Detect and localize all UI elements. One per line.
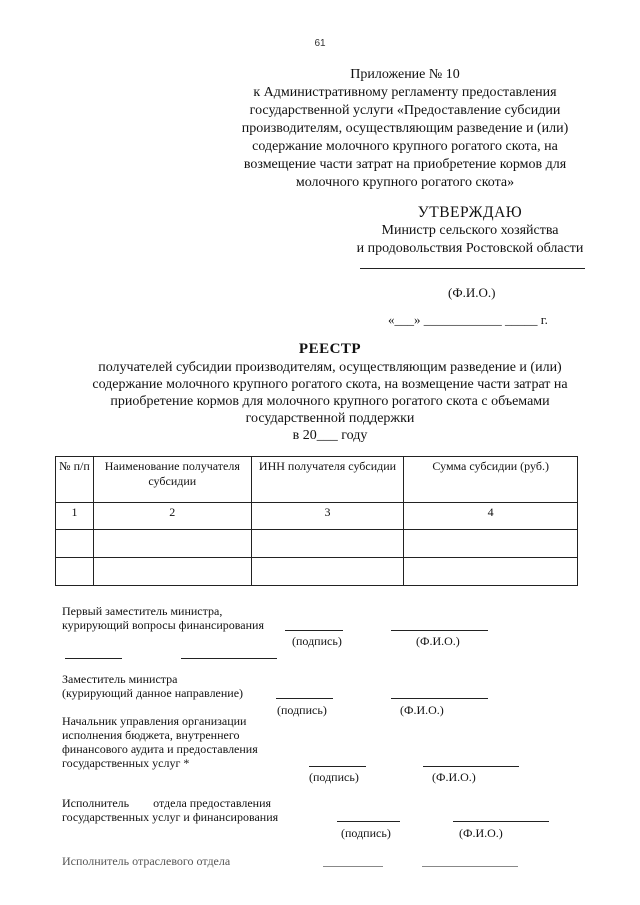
deputy-fio-line[interactable] bbox=[391, 698, 488, 699]
table-cell[interactable] bbox=[56, 558, 94, 586]
table-row bbox=[56, 530, 578, 558]
executor-block bbox=[62, 796, 278, 824]
table-cell[interactable] bbox=[93, 530, 251, 558]
register-title-block bbox=[40, 341, 620, 444]
head-sign-caption: (подпись) bbox=[309, 770, 359, 784]
first-deputy-subtitle: курирующий вопросы финансирования bbox=[62, 618, 264, 632]
table-cell[interactable] bbox=[251, 530, 404, 558]
approval-title: УТВЕРЖДАЮ bbox=[417, 204, 523, 221]
col-number-4: 4 bbox=[404, 503, 578, 530]
header-recipient: Наименование получателя субсидии bbox=[93, 457, 251, 503]
table-numbering-row bbox=[56, 503, 578, 530]
register-line: государственной поддержки bbox=[245, 411, 415, 426]
appendix-line: содержание молочного крупного рогатого скота, на bbox=[252, 139, 558, 154]
table-header-row bbox=[56, 457, 578, 503]
executor-title: Исполнитель отдела предоставления bbox=[62, 796, 272, 810]
appendix-header bbox=[200, 66, 610, 192]
header-amount: Сумма субсидии (руб.) bbox=[404, 457, 578, 503]
executor-fio-line[interactable] bbox=[453, 821, 549, 822]
register-line: приобретение кормов для молочного крупного рогатого скота с объемами bbox=[110, 394, 550, 409]
appendix-line: Приложение № 10 bbox=[350, 67, 460, 82]
header-inn: ИНН получателя субсидии bbox=[251, 457, 404, 503]
executor-subtitle: государственных услуг и финансирования bbox=[62, 810, 279, 824]
col-number-1: 1 bbox=[56, 503, 94, 530]
register-title: РЕЕСТР bbox=[298, 341, 362, 357]
appendix-line: молочного крупного рогатого скота» bbox=[295, 175, 515, 190]
table-cell[interactable] bbox=[251, 558, 404, 586]
executor-signature-line[interactable] bbox=[337, 821, 400, 822]
first-deputy-title: Первый заместитель министра, bbox=[62, 604, 223, 618]
deputy-block bbox=[62, 672, 243, 700]
branch-executor-fio-line[interactable] bbox=[422, 866, 518, 867]
head-line: исполнения бюджета, внутреннего bbox=[62, 728, 240, 742]
extra-line-right[interactable] bbox=[181, 658, 277, 659]
appendix-line: возмещение части затрат на приобретение кормов для bbox=[243, 157, 567, 172]
first-deputy-block bbox=[62, 604, 264, 632]
head-fio-line[interactable] bbox=[423, 766, 519, 767]
branch-executor-signature-line[interactable] bbox=[323, 866, 383, 867]
approval-block bbox=[320, 204, 620, 258]
head-block bbox=[62, 714, 258, 770]
table-cell[interactable] bbox=[93, 558, 251, 586]
table-cell[interactable] bbox=[56, 530, 94, 558]
col-number-2: 2 bbox=[93, 503, 251, 530]
head-line: финансового аудита и предоставления bbox=[62, 742, 258, 756]
approval-ministry: и продовольствия Ростовской области bbox=[356, 241, 584, 256]
approval-date-line[interactable]: «___» ____________ _____ г. bbox=[388, 312, 548, 327]
deputy-signature-line[interactable] bbox=[276, 698, 333, 699]
appendix-line: производителям, осуществляющим разведение и (или) bbox=[241, 121, 569, 136]
head-line: Начальник управления организации bbox=[62, 714, 247, 728]
deputy-subtitle: (курирующий данное направление) bbox=[62, 686, 244, 700]
register-table bbox=[55, 456, 578, 586]
head-fio-caption: (Ф.И.О.) bbox=[432, 770, 476, 784]
approval-position: Министр сельского хозяйства bbox=[381, 223, 559, 238]
deputy-title: Заместитель министра bbox=[62, 672, 178, 686]
first-deputy-sign-caption: (подпись) bbox=[292, 634, 342, 648]
table-cell[interactable] bbox=[404, 530, 578, 558]
col-number-3: 3 bbox=[251, 503, 404, 530]
register-line: содержание молочного крупного рогатого скота, на возмещение части затрат на bbox=[92, 377, 568, 392]
deputy-sign-caption: (подпись) bbox=[277, 703, 327, 717]
deputy-fio-caption: (Ф.И.О.) bbox=[400, 703, 444, 717]
page-number: 61 bbox=[314, 38, 326, 49]
head-line: государственных услуг * bbox=[62, 756, 190, 770]
register-line: получателей субсидии производителям, осуществляющим разведение и (или) bbox=[98, 360, 562, 375]
table-row bbox=[56, 558, 578, 586]
table-cell[interactable] bbox=[404, 558, 578, 586]
branch-executor-title: Исполнитель отраслевого отдела bbox=[62, 854, 231, 868]
appendix-line: государственной услуги «Предоставление субсидии bbox=[249, 103, 561, 118]
executor-sign-caption: (подпись) bbox=[341, 826, 391, 840]
approval-fio-caption: (Ф.И.О.) bbox=[448, 285, 496, 300]
first-deputy-signature-line[interactable] bbox=[285, 630, 343, 631]
first-deputy-fio-line[interactable] bbox=[391, 630, 488, 631]
extra-line-left[interactable] bbox=[65, 658, 122, 659]
first-deputy-fio-caption: (Ф.И.О.) bbox=[416, 634, 460, 648]
header-number: № п/п bbox=[56, 457, 94, 503]
executor-fio-caption: (Ф.И.О.) bbox=[459, 826, 503, 840]
branch-executor-block bbox=[62, 854, 230, 868]
approval-signature-line[interactable] bbox=[360, 268, 585, 269]
head-signature-line[interactable] bbox=[309, 766, 366, 767]
register-year: в 20___ году bbox=[292, 428, 368, 443]
appendix-line: к Административному регламенту предоставления bbox=[253, 85, 557, 100]
